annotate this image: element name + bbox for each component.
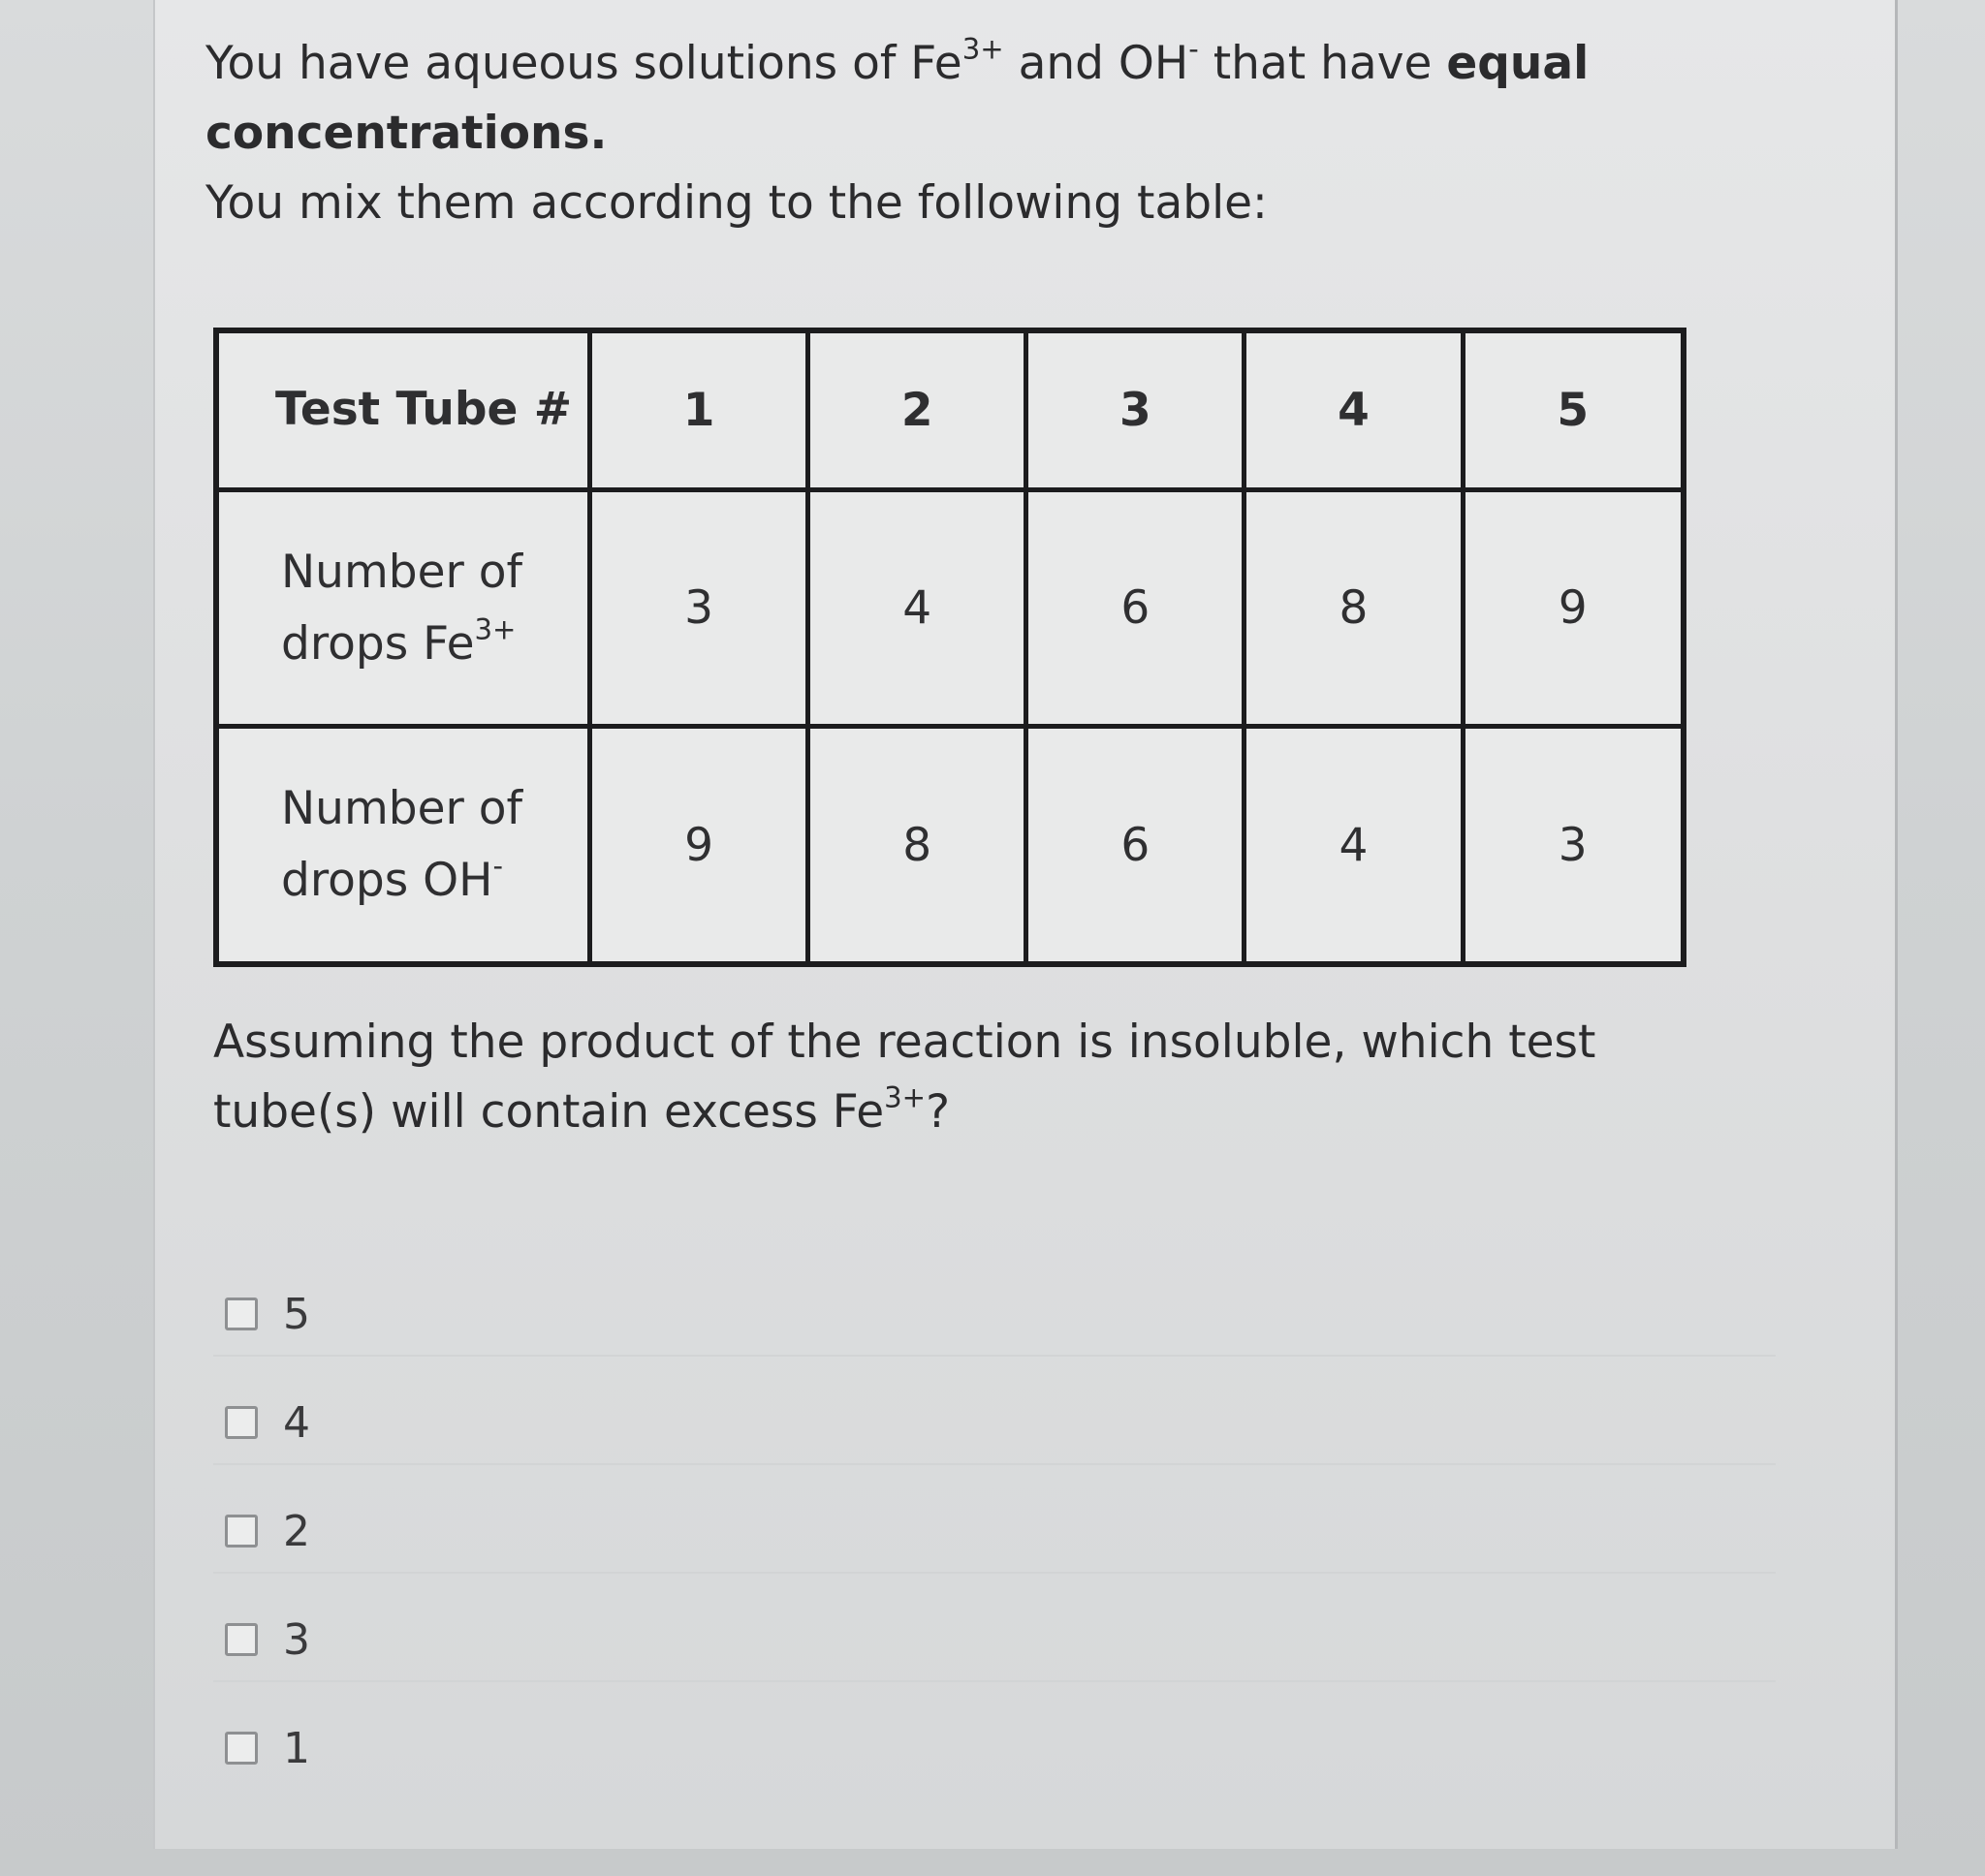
table-cell: 8 [808, 727, 1026, 964]
tube-number: 5 [1463, 330, 1684, 489]
emphasis-text: equal concentrations. [205, 37, 1590, 160]
tube-number: 4 [1245, 330, 1463, 489]
table-row-fe-drops [216, 489, 1684, 727]
option-label: 3 [283, 1614, 310, 1665]
checkbox[interactable] [225, 1623, 258, 1656]
table-header-row [216, 330, 1684, 489]
prompt-text: Assuming the product of the reaction is insoluble, which test tube(s) will contain excess $Fe^{3+}$? [213, 1016, 1596, 1139]
table-cell: 9 [1463, 489, 1684, 727]
mixing-table [213, 328, 1686, 967]
checkbox[interactable] [225, 1515, 258, 1548]
table-cell: 3 [590, 489, 808, 727]
option-label: 4 [283, 1397, 310, 1448]
fe-row-label: Number of drops $Fe^{3+}$ [216, 489, 590, 727]
table-cell: 8 [1245, 489, 1463, 727]
table-cell: 3 [1463, 727, 1684, 964]
answer-option[interactable] [225, 1477, 1776, 1585]
table-row-oh-drops [216, 727, 1684, 964]
question-text: You have aqueous solutions of $Fe^{3+}$ and OH- that have equal concentrations. You mix them according to the following table: [205, 32, 1590, 230]
table-cell: 6 [1026, 727, 1245, 964]
oh-row-label: Number of drops OH- [216, 727, 590, 964]
checkbox[interactable] [225, 1298, 258, 1330]
header-label: Test Tube # [216, 330, 590, 489]
table-cell: 4 [1245, 727, 1463, 964]
answer-option[interactable] [225, 1368, 1776, 1477]
answer-option[interactable] [225, 1585, 1776, 1694]
table-cell: 4 [808, 489, 1026, 727]
tube-number: 2 [808, 330, 1026, 489]
table-cell: 9 [590, 727, 808, 964]
answer-option[interactable] [225, 1694, 1776, 1802]
answer-options [225, 1260, 1776, 1802]
table-cell: 6 [1026, 489, 1245, 727]
tube-number: 3 [1026, 330, 1245, 489]
option-label: 1 [283, 1723, 310, 1773]
answer-option[interactable] [225, 1260, 1776, 1368]
checkbox[interactable] [225, 1406, 258, 1439]
option-label: 5 [283, 1289, 310, 1339]
checkbox[interactable] [225, 1732, 258, 1765]
option-label: 2 [283, 1506, 310, 1556]
tube-number: 1 [590, 330, 808, 489]
